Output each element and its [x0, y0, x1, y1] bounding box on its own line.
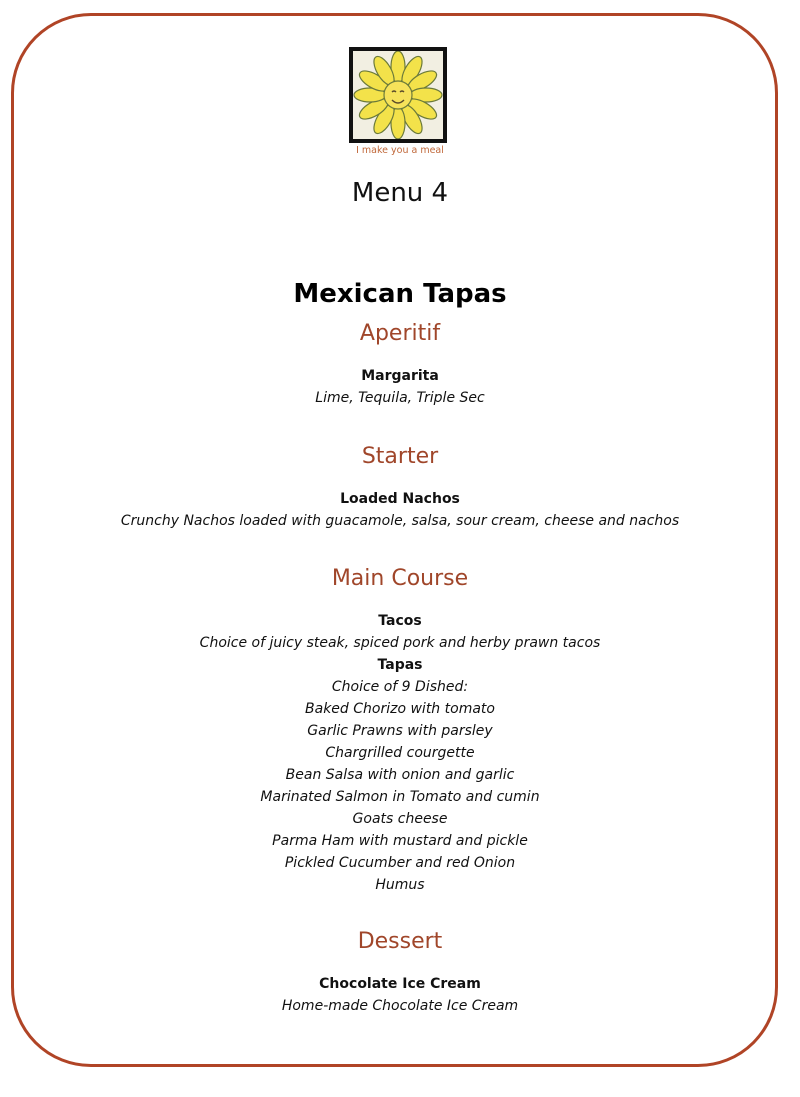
section-heading-aperitif: Aperitif [359, 321, 441, 346]
dish-name: Tapas [377, 657, 423, 673]
section-heading-dessert: Dessert [357, 929, 443, 954]
section-heading-starter: Starter [361, 444, 439, 469]
rounded-border-frame [11, 13, 778, 1067]
dish-name: Chocolate Ice Cream [319, 976, 481, 992]
logo-tagline: I make you a meal [356, 145, 444, 156]
dish-description: Lime, Tequila, Triple Sec [315, 390, 485, 406]
page-title: Mexican Tapas [293, 279, 507, 309]
list-item: Parma Ham with mustard and pickle [272, 833, 528, 849]
list-item: Humus [375, 877, 425, 893]
menu-number: Menu 4 [351, 178, 449, 208]
dish-description: Crunchy Nachos loaded with guacamole, salsa, sour cream, cheese and nachos [120, 513, 680, 529]
dish-description: Choice of juicy steak, spiced pork and herby prawn tacos [199, 635, 601, 651]
dish-description: Home-made Chocolate Ice Cream [281, 998, 519, 1014]
dish-name: Loaded Nachos [340, 491, 460, 507]
list-item: Marinated Salmon in Tomato and cumin [260, 789, 540, 805]
list-item: Garlic Prawns with parsley [307, 723, 493, 739]
list-item: Choice of 9 Dished: [331, 679, 469, 695]
list-item: Chargrilled courgette [325, 745, 475, 761]
logo [349, 47, 447, 143]
section-heading-main-course: Main Course [331, 566, 469, 591]
list-item: Bean Salsa with onion and garlic [285, 767, 515, 783]
list-item: Pickled Cucumber and red Onion [284, 855, 516, 871]
list-item: Goats cheese [352, 811, 448, 827]
sunflower-icon [353, 51, 443, 139]
list-item: Baked Chorizo with tomato [305, 701, 495, 717]
dish-name: Tacos [378, 613, 422, 629]
dish-name: Margarita [361, 368, 439, 384]
